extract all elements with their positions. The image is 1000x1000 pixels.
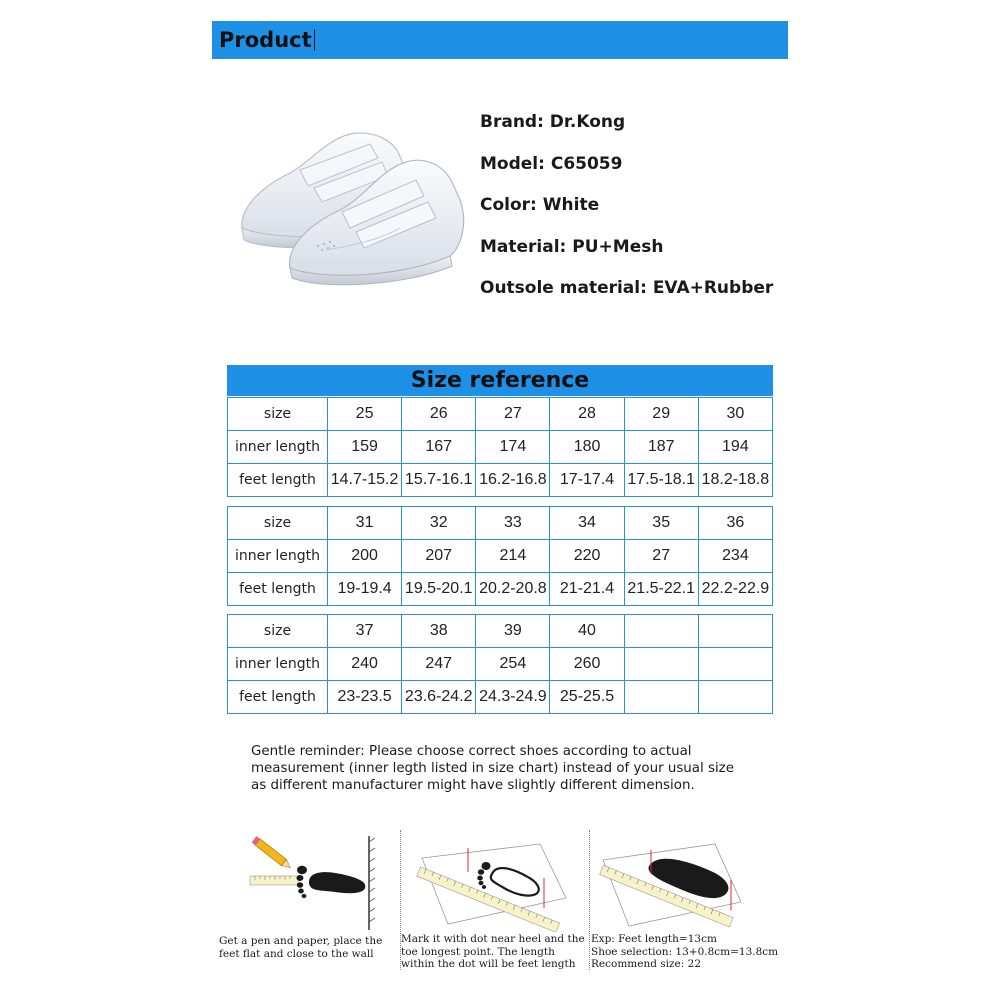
table-row xyxy=(228,681,773,714)
table-cell: 29 xyxy=(624,398,698,431)
gentle-reminder xyxy=(251,743,771,794)
table-cell: 23-23.5 xyxy=(328,681,402,714)
row-label-feet-length: feet length xyxy=(228,464,328,497)
spec-model: Model: C65059 xyxy=(480,153,623,174)
step-1-illustration xyxy=(245,832,380,952)
product-specs xyxy=(480,110,773,318)
table-cell: 159 xyxy=(328,431,402,464)
table-row xyxy=(228,615,773,648)
table-cell: 40 xyxy=(550,615,624,648)
table-cell: 14.7-15.2 xyxy=(328,464,402,497)
caption-line: Recommend size: 22 xyxy=(591,958,701,970)
table-cell xyxy=(624,615,698,648)
insole-ruler-icon xyxy=(595,832,745,932)
table-cell: 240 xyxy=(328,648,402,681)
table-cell: 31 xyxy=(328,507,402,540)
table-cell: 220 xyxy=(550,540,624,573)
table-cell: 37 xyxy=(328,615,402,648)
reminder-line: measurement (inner legth listed in size chart) instead of your usual size xyxy=(251,761,734,776)
table-row xyxy=(228,573,773,606)
table-cell: 19-19.4 xyxy=(328,573,402,606)
foot-ruler-icon xyxy=(408,832,573,932)
table-cell: 234 xyxy=(698,540,772,573)
size-table-1 xyxy=(227,397,773,497)
table-cell: 38 xyxy=(402,615,476,648)
table-cell: 18.2-18.8 xyxy=(698,464,772,497)
table-cell: 23.6-24.2 xyxy=(402,681,476,714)
table-cell: 207 xyxy=(402,540,476,573)
table-cell: 21.5-22.1 xyxy=(624,573,698,606)
pencil-foot-wall-icon xyxy=(245,832,380,932)
table-cell: 33 xyxy=(476,507,550,540)
table-cell: 25 xyxy=(328,398,402,431)
size-table-2 xyxy=(227,506,773,606)
spec-outsole: Outsole material: EVA+Rubber xyxy=(480,278,774,298)
row-label-inner-length: inner length xyxy=(228,540,328,573)
table-cell: 167 xyxy=(402,431,476,464)
spec-color: Color: White xyxy=(480,195,600,215)
table-cell: 24.3-24.9 xyxy=(476,681,550,714)
table-cell: 20.2-20.8 xyxy=(476,573,550,606)
table-cell xyxy=(698,648,772,681)
row-label-size: size xyxy=(228,507,328,540)
table-cell xyxy=(624,681,698,714)
table-cell: 174 xyxy=(476,431,550,464)
table-row xyxy=(228,431,773,464)
caption-line: toe longest point. The length xyxy=(401,945,555,958)
step-2-caption xyxy=(401,933,591,971)
spec-brand: Brand: Dr.Kong xyxy=(480,112,626,132)
size-table-3 xyxy=(227,614,773,714)
caption-line: feet flat and close to the wall xyxy=(219,947,374,960)
caption-line: Get a pen and paper, place the xyxy=(219,935,383,947)
table-cell: 254 xyxy=(476,648,550,681)
table-cell: 194 xyxy=(698,431,772,464)
table-cell: 30 xyxy=(698,398,772,431)
row-label-inner-length: inner length xyxy=(228,431,328,464)
table-cell: 15.7-16.1 xyxy=(402,464,476,497)
table-cell xyxy=(698,615,772,648)
reminder-line: Gentle reminder: Please choose correct shoes according to actual xyxy=(251,744,692,759)
table-row xyxy=(228,398,773,431)
table-row xyxy=(228,464,773,497)
row-label-feet-length: feet length xyxy=(228,681,328,714)
table-cell: 17-17.4 xyxy=(550,464,624,497)
table-row xyxy=(228,507,773,540)
spec-material: Material: PU+Mesh xyxy=(480,236,664,257)
table-cell: 32 xyxy=(402,507,476,540)
table-cell: 19.5-20.1 xyxy=(402,573,476,606)
row-label-feet-length: feet length xyxy=(228,573,328,606)
text-cursor xyxy=(314,29,316,51)
table-cell: 247 xyxy=(402,648,476,681)
table-cell: 260 xyxy=(550,648,624,681)
table-cell: 34 xyxy=(550,507,624,540)
shoe-illustration-icon xyxy=(230,100,470,290)
table-cell: 27 xyxy=(624,540,698,573)
table-cell: 25-25.5 xyxy=(550,681,624,714)
caption-line: Mark it with dot near heel and the xyxy=(401,933,585,945)
table-cell: 22.2-22.9 xyxy=(698,573,772,606)
product-shoe-image xyxy=(230,100,470,290)
table-cell xyxy=(624,648,698,681)
step-1-caption xyxy=(219,935,397,960)
table-cell: 28 xyxy=(550,398,624,431)
table-row xyxy=(228,540,773,573)
reminder-line: as different manufacturer might have slightly different dimension. xyxy=(251,778,695,793)
step-3-caption xyxy=(591,933,796,971)
row-label-size: size xyxy=(228,615,328,648)
product-header-bar xyxy=(212,21,788,59)
table-cell xyxy=(698,681,772,714)
table-cell: 26 xyxy=(402,398,476,431)
table-cell: 187 xyxy=(624,431,698,464)
table-cell: 21-21.4 xyxy=(550,573,624,606)
table-cell: 180 xyxy=(550,431,624,464)
table-cell: 17.5-18.1 xyxy=(624,464,698,497)
table-cell: 39 xyxy=(476,615,550,648)
table-cell: 27 xyxy=(476,398,550,431)
caption-line: Shoe selection: 13+0.8cm=13.8cm xyxy=(591,945,779,958)
caption-line: Exp: Feet length=13cm xyxy=(591,933,717,945)
row-label-inner-length: inner length xyxy=(228,648,328,681)
size-reference-title: Size reference xyxy=(227,365,773,396)
table-cell: 16.2-16.8 xyxy=(476,464,550,497)
row-label-size: size xyxy=(228,398,328,431)
table-cell: 200 xyxy=(328,540,402,573)
table-cell: 35 xyxy=(624,507,698,540)
caption-line: within the dot will be feet length xyxy=(401,958,576,970)
table-cell: 214 xyxy=(476,540,550,573)
product-title: Product xyxy=(219,28,312,52)
table-row xyxy=(228,648,773,681)
step-divider xyxy=(589,830,590,970)
table-cell: 36 xyxy=(698,507,772,540)
